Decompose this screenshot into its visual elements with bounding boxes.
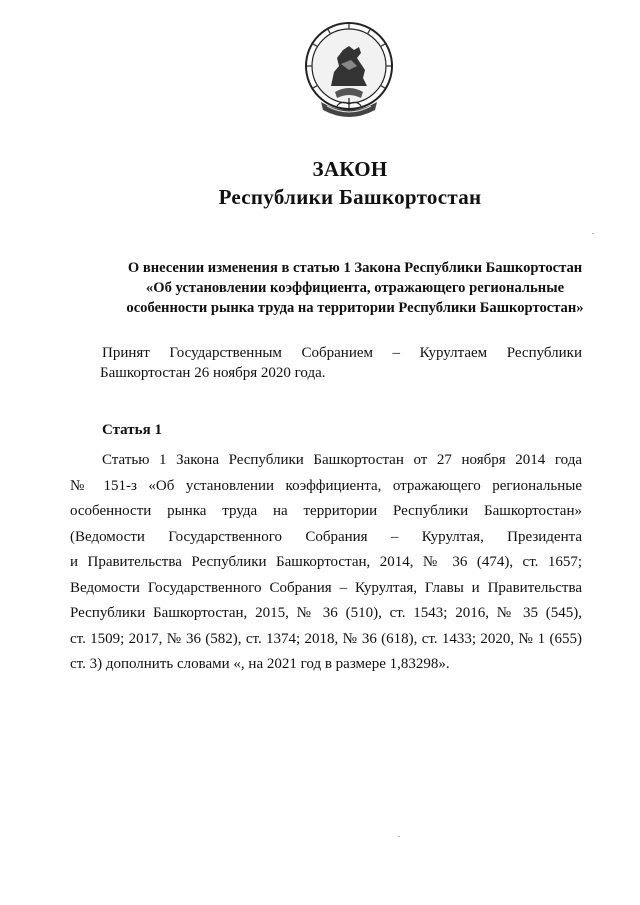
article-line: ст. 1509; 2017, № 36 (582), ст. 1374; 2018, № 36 (618), ст. 1433; 2020, № 1 (655)	[70, 630, 582, 647]
adoption-line: Башкортостан 26 ноября 2020 года.	[100, 365, 326, 381]
subject-line: О внесении изменения в статью 1 Закона Республики Башкортостан	[127, 260, 583, 276]
page-subtitle: Республики Башкортостан	[218, 185, 482, 209]
article-line: и Правительства Республики Башкортостан, 2014, № 36 (474), ст. 1657;	[70, 554, 582, 570]
subject-line: «Об установлении коэффициента, отражающего региональные	[145, 280, 565, 296]
adoption-statement	[102, 343, 582, 383]
article-heading: Статья 1	[102, 422, 162, 438]
law-subject	[110, 258, 600, 318]
article-line: № 151-з «Об установлении коэффициента, отражающего региональные	[70, 477, 582, 494]
article-line: ст. 3) дополнить словами «, на 2021 год в размере 1,83298».	[70, 656, 450, 672]
article-body	[70, 448, 582, 678]
article-line: Ведомости Государственного Собрания – Курултая, Главы и Правительства	[70, 579, 582, 596]
article-line: Статью 1 Закона Республики Башкортостан от 27 ноября 2014 года	[102, 452, 582, 468]
article-line: особенности рынка труда на территории Республики Башкортостан»	[70, 503, 582, 519]
scan-speck	[398, 836, 400, 837]
page-title: ЗАКОН	[312, 157, 388, 181]
subject-line: особенности рынка труда на территории Республики Башкортостан»	[126, 300, 584, 316]
article-line: Республики Башкортостан, 2015, № 36 (510), ст. 1543; 2016, № 35 (545),	[70, 605, 582, 621]
bashkortostan-coat-of-arms-icon	[301, 20, 397, 124]
article-line: (Ведомости Государственного Собрания – Курултая, Президента	[70, 528, 582, 545]
adoption-line: Принят Государственным Собранием – Курултаем Республики	[102, 345, 582, 361]
scan-speck	[592, 233, 594, 234]
